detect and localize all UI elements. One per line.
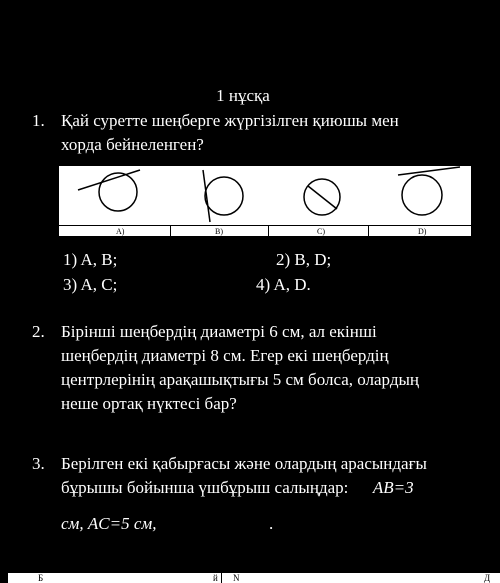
answer-option-2: 2) B, D; (276, 250, 332, 269)
figure-a (78, 170, 140, 211)
figure-b-circle (205, 177, 243, 215)
bottom-table-cropped (8, 573, 500, 583)
question-2-text (61, 320, 491, 416)
question-3-line-3 (61, 512, 500, 536)
circles-figure (58, 165, 472, 237)
question-1-line-1: Қай суретте шеңберге жүргізілген қиюшы мен (61, 111, 399, 130)
question-3-number: 3. (32, 454, 45, 473)
bottom-table-fragment-3: N (233, 573, 240, 583)
figure-b-line (203, 170, 210, 222)
figure-b (203, 170, 243, 222)
question-2-number: 2. (32, 322, 45, 341)
question-3-given-ab: AB=3 (372, 478, 414, 497)
figure-d-circle (402, 175, 442, 215)
figure-a-circle (99, 173, 137, 211)
figure-a-line (78, 170, 140, 190)
figure-label-c: C) (317, 227, 325, 236)
circles-figure-svg (58, 165, 472, 237)
figure-c-chord (308, 186, 337, 209)
figure-label-a: A) (116, 227, 125, 236)
figure-d-line (398, 167, 460, 175)
question-3-line-2-text: бұрышы бойынша үшбұрыш салыңдар: (61, 478, 349, 497)
question-1-number: 1. (32, 111, 45, 130)
bottom-table-divider (221, 573, 222, 583)
question-1-line-2: хорда бейнеленген? (61, 135, 204, 154)
question-3-line-1: Берілген екі қабырғасы және олардың арасындағы (61, 454, 427, 473)
question-3-line-2 (61, 476, 500, 500)
variant-title-text: 1 нұсқа (216, 86, 270, 105)
figure-label-b: B) (215, 227, 223, 236)
question-2-line-4: неше ортақ нүктесі бар? (61, 394, 237, 413)
bottom-table-fragment-2: й (213, 573, 218, 583)
figure-c (304, 179, 340, 215)
question-3-trailing-dot: . (268, 514, 274, 533)
figure-d (398, 167, 460, 215)
question-2-line-3: центрлерінің арақашықтығы 5 см болса, олардың (61, 370, 419, 389)
answer-option-3: 3) A, C; (63, 275, 118, 294)
question-3-text (61, 452, 500, 536)
question-1-text (61, 109, 481, 157)
bottom-table-fragment-4: Д (484, 573, 491, 583)
question-2-line-1: Бірінші шеңбердің диаметрі 6 см, ал екінші (61, 322, 377, 341)
question-3-given-ac: см, AC=5 см, (61, 514, 157, 533)
question-2-line-2: шеңбердің диаметрі 8 см. Егер екі шеңбердің (61, 346, 389, 365)
variant-title (0, 86, 500, 106)
answer-option-1: 1) A, B; (63, 250, 118, 269)
bottom-table-fragment-1: Б (38, 573, 44, 583)
answer-option-4: 4) A, D. (256, 275, 311, 294)
figure-label-d: D) (418, 227, 427, 236)
